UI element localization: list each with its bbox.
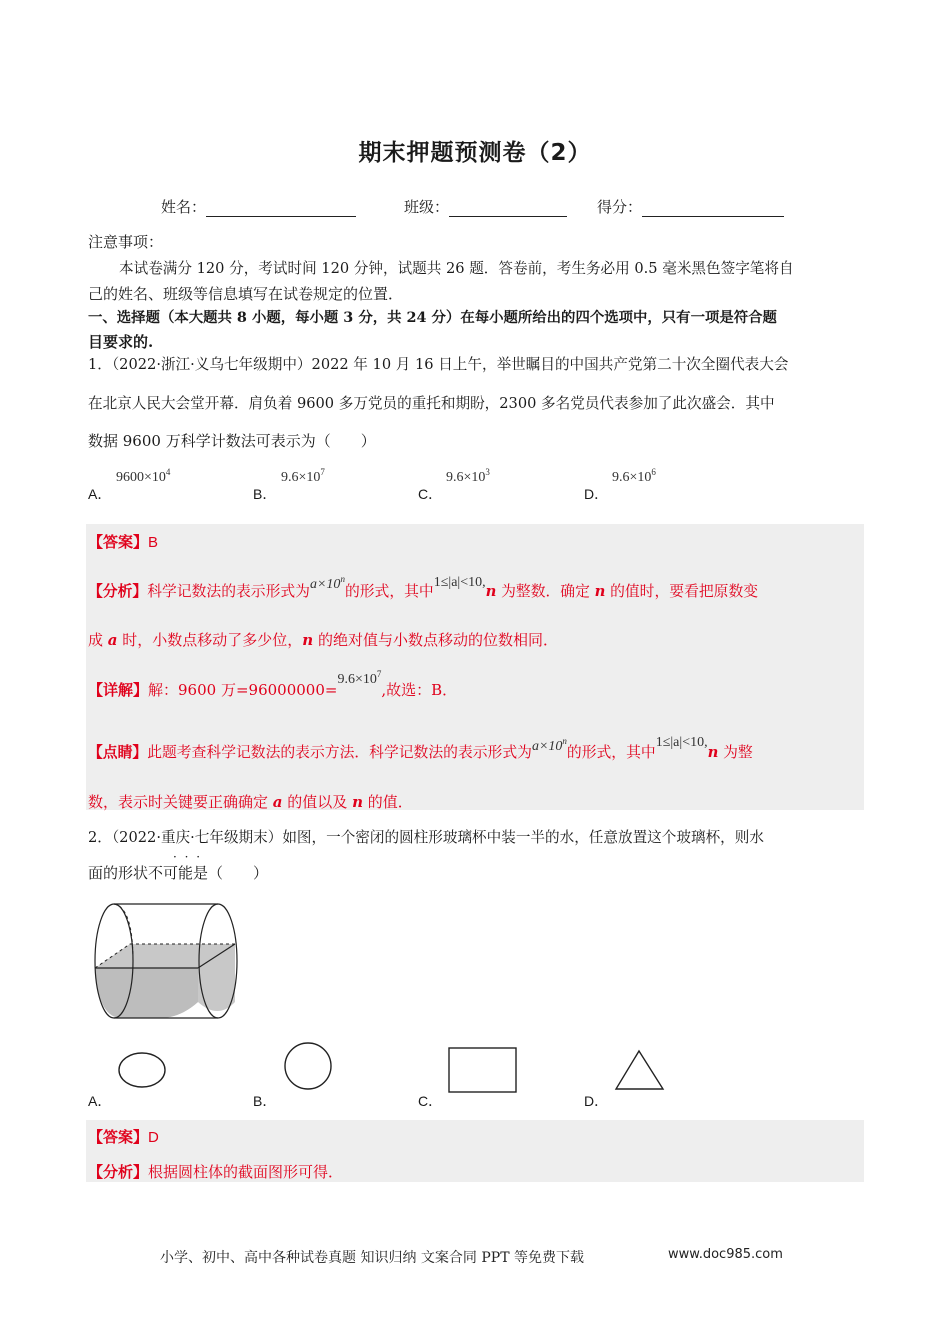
q2-option-b[interactable]: B．: [253, 1093, 277, 1109]
q1-option-d[interactable]: D．: [584, 486, 609, 502]
name-blank[interactable]: [206, 200, 356, 217]
q2-answer: 【答案】D: [88, 1128, 159, 1146]
q1-answer: [88, 531, 158, 552]
q1-option-b-math: $9.6\times 10^7$: [281, 467, 325, 485]
q2-option-d[interactable]: D．: [584, 1093, 609, 1109]
q1-comment-line1: 【点睛】此题考查科学记数法的表示方法．科学记数法的表示形式为$a\times 10^n$的形式，其中1≤|a|<10,n 为整: [88, 735, 753, 761]
page-title: 期末押题预测卷（2）: [358, 140, 592, 166]
cylinder-figure: [90, 898, 245, 1023]
answer-value: B: [148, 534, 159, 551]
rectangle-shape: [448, 1047, 518, 1095]
footer-text: 小学、初中、高中各种试卷真题 知识归纳 文案合同 PPT 等免费下载: [160, 1250, 584, 1266]
q1-line1: 1．（2022·浙江·义乌七年级期中）2022 年 10 月 16 日上午，举世瞩目的中国共产党第二十次全圈代表大会: [88, 356, 789, 373]
triangle-shape: [614, 1049, 666, 1093]
class-blank[interactable]: [449, 200, 567, 217]
q1-option-c[interactable]: C．: [418, 486, 443, 502]
class-label: 班级：: [404, 198, 450, 216]
q2-analysis: 【分析】根据圆柱体的截面图形可得．: [88, 1163, 344, 1181]
q1-option-a[interactable]: A．: [88, 486, 112, 502]
q2-option-a[interactable]: A．: [88, 1093, 112, 1109]
section1-line2: 目要求的.: [88, 333, 154, 351]
q1-solution-box: [86, 524, 864, 810]
q2-option-c[interactable]: C．: [418, 1093, 443, 1109]
section1-line1: 一、选择题（本大题共 8 小题，每小题 3 分，共 24 分）在每小题所给出的四个选项中，只有一项是符合题: [88, 309, 777, 326]
notes-heading: 注意事项：: [88, 233, 164, 251]
ellipse-shape: [117, 1051, 169, 1091]
score-field[interactable]: [597, 196, 784, 217]
notes-line2: 己的姓名、班级等信息填写在试卷规定的位置．: [88, 285, 404, 303]
q1-analysis-line2: 成 a 时，小数点移动了多少位，n 的绝对值与小数点移动的位数相同．: [88, 631, 558, 649]
q2-line2: 面的形状不可能是（ ）: [88, 864, 269, 882]
name-label: 姓名：: [161, 198, 207, 216]
circle-shape: [283, 1041, 335, 1093]
q1-analysis-line1: 【分析】科学记数法的表示形式为$a\times 10^n$的形式，其中1≤|a|<10,n 为整数．确定 n 的值时，要看把原数变: [88, 574, 759, 600]
q2-line1: 2．（2022·重庆·七年级期末）如图，一个密闭的圆柱形玻璃杯中装一半的水，任意放置这个玻璃杯，则水: [88, 829, 764, 846]
q1-option-c-math: $9.6\times 10^3$: [446, 467, 490, 485]
footer-link[interactable]: www.doc985.com: [668, 1247, 783, 1262]
name-field[interactable]: [161, 196, 356, 217]
q1-detail: 【详解】解：9600 万$=96000000=9.6\times 10^7$,故选：B．: [88, 669, 458, 699]
q1-option-a-math: $9600\times 10^4$: [116, 467, 171, 485]
q1-comment-line2: 数，表示时关键要正确确定 a 的值以及 n 的值．: [88, 793, 413, 811]
q1-option-b[interactable]: B．: [253, 486, 277, 502]
class-field[interactable]: [404, 196, 567, 217]
emphasis-dots: · · ·: [173, 850, 203, 864]
score-blank[interactable]: [642, 200, 784, 217]
q1-line3: 数据 9600 万科学计数法可表示为（ ）: [88, 432, 376, 450]
score-label: 得分：: [597, 198, 643, 216]
answer-tag: 【答案】: [88, 533, 149, 551]
q1-line2: 在北京人民大会堂开幕．肩负着 9600 多万党员的重托和期盼，2300 多名党员代表参加了此次盛会．其中: [88, 395, 775, 412]
q1-option-d-math: $9.6\times 10^6$: [612, 467, 656, 485]
notes-line1: 本试卷满分 120 分，考试时间 120 分钟，试题共 26 题．答卷前，考生务必用 0.5 毫米黑色签字笔将自: [119, 260, 794, 277]
